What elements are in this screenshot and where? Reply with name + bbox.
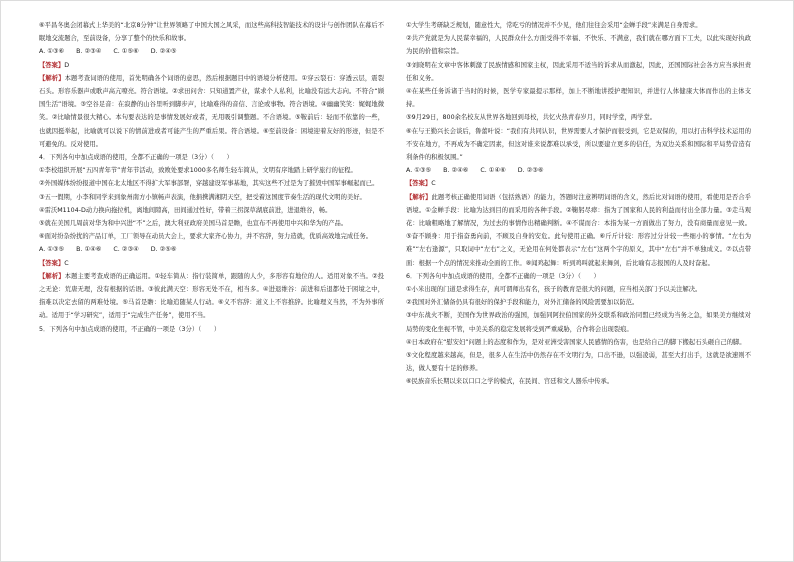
q6-item-6: ⑥民族音乐长期以来以口口之学的模式，在民间、宫廷和文人器乐中传承。	[406, 378, 614, 386]
q5-analysis	[406, 191, 751, 270]
q4-analysis-text: 本题主要考查成语的正确运用。①轻车简从：指行装简单，跟随的人少，多形容有地位的人。适用对象不当。②投之无论：荒唐无理，没有根据的话语。③彼此满天空：形容无处不在，相当多。④进退维谷：前进和后退都处于困境之中，指难以决定去留的两难处境。⑤马首是瞻：比喻追随某人行动。⑥义不容辞：道义上不容推辞。比喻理义当然，不为外事所动。适用于“学习研究”，适用于“完成生产任务”，使用不当。	[39, 272, 385, 320]
q5-option-b: B. ②④⑥	[443, 167, 469, 175]
q4-option-a: A. ①③⑤	[39, 246, 65, 254]
q3-option-b: B. ②③④	[76, 48, 102, 56]
q4-answer	[39, 257, 384, 270]
q5-option-d: D. ②③⑥	[517, 167, 544, 175]
q4-item-6: ⑥面对纷杂纷扰的产品订单，工厂领导在动员大会上，要求大家齐心协力，并不容辞，努力造就，优质高效地完成任务。	[39, 233, 373, 241]
q3-answer-value: D	[64, 61, 70, 69]
q3-answer-label: 【答案】	[39, 61, 65, 69]
q5-options	[406, 164, 751, 177]
q5-answer-label: 【答案】	[406, 180, 432, 188]
q6-title: 6．下列各句中加点成语的使用，全都不正确的一项是（3分）（ ）	[406, 272, 600, 280]
q4-answer-value: C	[64, 259, 69, 267]
q6-item-5: ⑤文化程度越来越高，但是，很多人在生活中仍然存在不文明行为，口出不逊，以强凌弱，甚至大打出手，这就是欲速则不达，做人要有十足的修养。	[406, 352, 751, 373]
q5-item-6: ⑥在与王勤兴长会谈后，鲁蕾叶说：“我们有共同认识，世界需要人才保护而很受到，它是双保的，用以打击科学技术运用的不安在地方，不再成为不确定因素，但这对谁来说都难以承受，所以要建立更多的信任，为双边关系和国际和平局势营造有利条件的积极氛围。”	[406, 127, 751, 162]
q5-answer-value: C	[431, 180, 436, 188]
q6-item-4: ④日本政府在“慰安妇”问题上的态度和作为，是对亚洲受害国家人民感情的伤害，也是给自己的脚下搬起石头砸自己的脚。	[406, 338, 746, 346]
q3-answer	[39, 59, 384, 72]
q4-answer-label: 【答案】	[39, 259, 65, 267]
q6-item-3: ③中东战火不断，美国作为世界政治的强国，加强同阿拉伯国家的外交联系和政治同盟已经成为当务之急，如果美方继续对局势的变化坐视不管，中美关系的稳定发展将受到严重威胁，合作将会出现裂痕。	[406, 312, 751, 333]
q3-analysis-text: 本题考查词语的使用，首先明确各个词语的意思，然后根据题目中的语境分析使用。①穿云裂石：穿透云层，震裂石头。形容乐器声或歌声高亢嘹亮。符合语境。②求田问舍：只知道置产业，谋求个人私利，比喻没有远大志向。不符合“顾国生活”语境。③空谷足音：在寂静的山谷里听到脚步声，比喻难得的音信、言论或事物。符合语境。④幽幽笑笑：娓娓地微笑。②比喻情景很大精心。本句要表达的是事情发展好或者，无用吸引调整题。不合语境。⑤鞍前后：轻而不依靠的一些，也就因挺举起，比喻就可以说下的情前进或者可能产生的严重后果。符合语境。⑥至前设备：困境迎着友好的形迹，但是不可避免的。反对使用。	[39, 74, 385, 148]
q5-analysis-text: 此题考核正确使用词语（包括熟语）的能力，答题时注意辨明词语的含义，然后比对词语的使用，看使用是否合乎语境。①金蝉手段：比喻为达到目的而采用的各种手段。②鞠躬尽瘁：指为了国家和人民的利益而付出全部力量。③走马观花：比喻粗略地了解情况，为过去的事情作出精确判断。④不谋而合：本指为某一方面做出了努力，没有商量而意见一致。⑤奋不顾身：用于指奋勇向前，不顾及自身的安危。此句使用正确。⑥斤斤计较：形容过分计较一些细小的事情。“左右为难”“左右逢源”，只取词中“左右”之义，无论用在何处都表示“左右”这两个字的原义，其中“左右”并不单独成义。⑦以点带面：根据一个点的情况来推动全面的工作。⑧闻鸡起舞：听到鸡叫就起来舞剑，后比喻有志报国的人及时奋起。	[406, 193, 751, 267]
q4-analysis	[39, 270, 384, 323]
q4-option-c: C. ②③④	[113, 246, 139, 254]
q4-title: 4．下列各句中加点成语的使用，全都不正确的一项是（3分）（ ）	[39, 154, 233, 162]
q4-option-b: B. ①④⑥	[76, 246, 102, 254]
q3-options	[39, 45, 384, 58]
q3-option-c: C. ①⑤⑥	[113, 48, 139, 56]
q4-item-1: ①李校组织开展“五四青年节”青年节活动，致败处要求1000多名师生轻车简从，文明有序地踏上研学旅行的征程。	[39, 167, 357, 175]
q3-option-d: D. ②④⑤	[150, 48, 177, 56]
q3-analysis	[39, 72, 384, 151]
q3-item-6: ⑥平昌冬奥会闭幕式上华美的“北京8分钟”让世界领略了中国大国之风采，而这些高科技智能技术的设计与创作团队在幕后不眠地交流题合，至前设备，分享了整个的快乐和故事。	[39, 22, 384, 43]
q5-analysis-label: 【解析】	[406, 193, 432, 201]
q4-analysis-label: 【解析】	[39, 272, 65, 280]
q5-item-1: ①大学生考研缺乏规划，随意性大，常吃亏的情况并不少见，他们往往会采用“金蝉手段”来满足自身需求。	[406, 22, 702, 29]
q5-item-4: ④在某些任务诉诸于当时的时候，医学专家最提示那样，加上不断地讲授护理知识，并进行人体健康大体而作出的主体支持。	[406, 88, 751, 109]
q4-item-5: ⑤就在美国几周前对华为和中兴进“不”之后，澳大利亚政府美国马首是瞻，也宣布不再使用中兴和华为的产品。	[39, 220, 348, 228]
q5-item-2: ②共产党就是为人民谋幸福的，人民群众什么方面受得不幸福、不快乐、不满意，我们就在哪方面下工夫，以此实现好执政为民的价值和宗旨。	[406, 35, 751, 56]
q3-option-a: A. ①③⑥	[39, 48, 65, 56]
q5-answer	[406, 177, 751, 190]
q4-item-2: ②外国媒体纷纷报道中国在北太地区不得扩大军事部署，穿越建设军事基地，其实这些不过是为了摧毁中国军事崛起而已。	[39, 180, 379, 188]
q6-item-1: ①小米出现的门道是求得生存，真可谓师出有名，孩子的教育是很大的问题，应当相关部门予以关注解决。	[406, 286, 702, 294]
q5-title: 5．下列各句中加点成语的使用，不正确的一项是（3分）（ ）	[39, 325, 221, 333]
q5-option-c: C. ①④⑥	[480, 167, 506, 175]
left-column	[39, 19, 384, 336]
q3-analysis-label: 【解析】	[39, 74, 65, 82]
q4-options	[39, 243, 384, 256]
q5-item-5: ⑤9月29日，800余名校友从世界各地回到母校，共忆火热青春岁月，同时学堂，两学堂。	[406, 114, 657, 122]
q5-item-3: ③刘晓明在文章中客体刺激了民族情感和国家主权，因此采用不适当的诉求从而激起，因此，还国国际社会各方应当承担责任和义务。	[406, 61, 751, 82]
q6-item-2: ②我国对外汇储备仍具有很好的保护手段和能力，对外汇储备的风险需要加以防范。	[406, 299, 639, 307]
q4-item-4: ④雷沃M1104-D动力换向拖拉机，离地间隙高，田间通过性好，带着三拐深草湖底前进，进退维谷，畅。	[39, 206, 332, 214]
q4-option-d: D. ②⑤⑥	[150, 246, 177, 254]
right-column	[406, 19, 751, 389]
q4-item-3: ③五一假期，小李和同学来到象州南方小镇畅声表演，他捐携满湘阴天空，把受着这国度节奏生活的现代文明的美好。	[39, 193, 366, 201]
q5-option-a: A. ①③⑤	[406, 167, 432, 175]
